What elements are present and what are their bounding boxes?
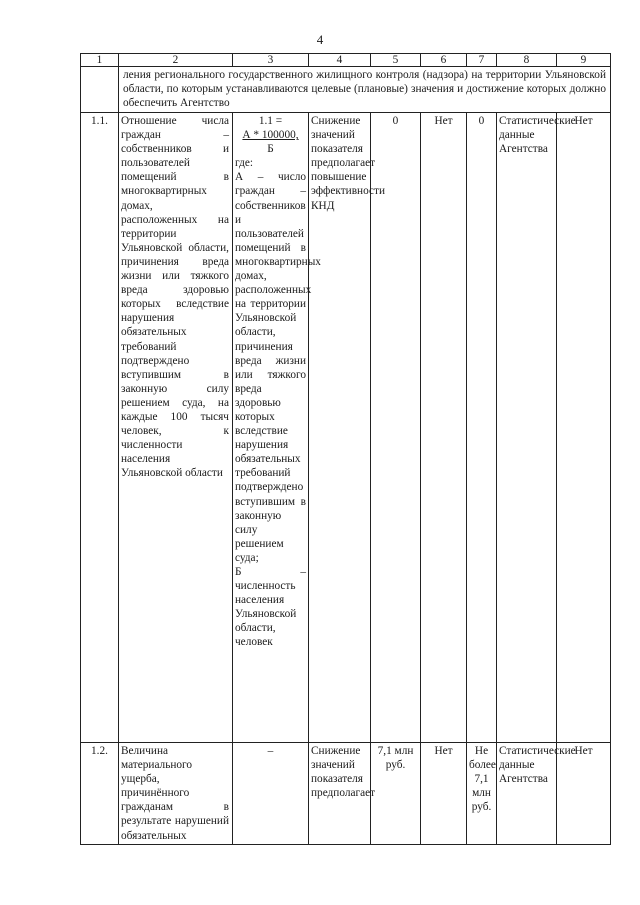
indicator-comment: Снижение значений показателя предполагает повышение эффективности КНД (309, 113, 371, 743)
formula-explanation: где: А – число граждан – собственников и пользователей помещений в многоквартирных домах, расположенных на территории Ульяновской области, причинения вреда жизни или тяжкого вреда здоровью которых вследствие нарушения обязательных требований подтверждено вступившим в законную силу решением суда; Б – численность населения Ульяновской области, человек (235, 157, 321, 649)
indicator-name: Отношение числа граждан – собственников и пользователей помещений в многоквартирных домах, расположенных на территории Ульяновской области, причинения вреда жизни или тяжкого вреда здоровью которых вследствие нарушения обязательных требований подтверждено вступившим в законную силу решением суда, на каждые 100 тысяч человек, к численности населения Ульяновской области (119, 113, 233, 743)
data-source: Статистические данные Агентства (497, 113, 557, 743)
page-number: 4 (316, 32, 324, 47)
col6-value: Нет (421, 743, 467, 845)
column-header: 6 (421, 54, 467, 67)
section-num-cell (81, 67, 119, 113)
col9-value: Нет (557, 743, 611, 845)
indicator-value: 7,1 млн руб. (371, 743, 421, 845)
column-header: 2 (119, 54, 233, 67)
column-header: 9 (557, 54, 611, 67)
column-header: 4 (309, 54, 371, 67)
indicators-table (80, 53, 611, 845)
column-header: 1 (81, 54, 119, 67)
table-row (81, 113, 611, 743)
column-header: 5 (371, 54, 421, 67)
column-header: 8 (497, 54, 557, 67)
table-header-row (81, 54, 611, 67)
formula-cell (233, 113, 321, 743)
formula-cell: – (233, 743, 309, 845)
column-header: 3 (233, 54, 309, 67)
column-header: 7 (467, 54, 497, 67)
row-number: 1.2. (81, 743, 119, 845)
row-number: 1.1. (81, 113, 119, 743)
data-source: Статистические данные Агентства (497, 743, 557, 845)
indicator-name: Величина материального ущерба, причинённого гражданам в результате нарушений обязательных (119, 743, 233, 845)
formula-denominator: Б (267, 143, 274, 156)
formula-head: 1.1 = (258, 115, 283, 127)
col6-value: Нет (421, 113, 467, 743)
section-description: ления регионального государственного жилищного контроля (надзора) на территории Ульяновской области, по которым устанавливаются целевые (плановые) значения и достижение которых должно обеспечить Агентство (119, 67, 611, 113)
col7-value: Не более 7,1 млн руб. (467, 743, 497, 845)
indicator-comment: Снижение значений показателя предполагает (309, 743, 371, 845)
indicator-value: 0 (371, 113, 421, 743)
col7-value: 0 (467, 113, 497, 743)
formula-numerator: А * 100000, (242, 129, 299, 142)
section-row (81, 67, 611, 113)
table-row (81, 743, 611, 845)
col9-value: Нет (557, 113, 611, 743)
